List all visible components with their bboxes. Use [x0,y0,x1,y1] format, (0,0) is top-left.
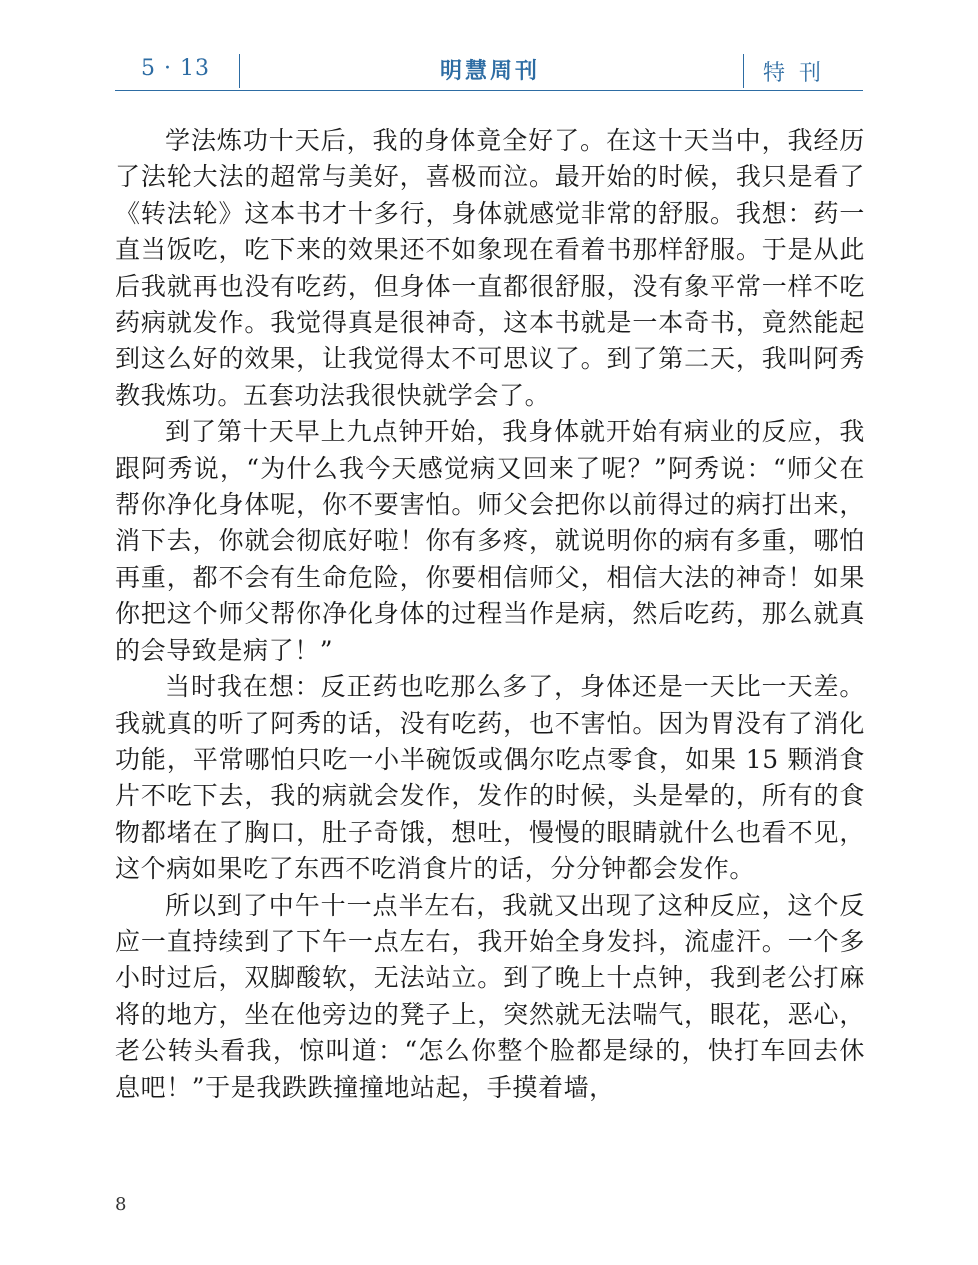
issue-number: 5 · 13 [141,56,210,81]
paragraph: 所以到了中午十一点半左右，我就又出现了这种反应，这个反应一直持续到了下午一点左右，我开始全身发抖，流虚汗。一个多小时过后，双脚酸软，无法站立。到了晚上十点钟，我到老公打麻将的地方，坐在他旁边的凳子上，突然就无法喘气，眼花，恶心，老公转头看我，惊叫道：“怎么你整个脸都是绿的，快打车回去休息吧！”于是我跌跌撞撞地站起，手摸着墙， [115,890,865,1102]
header-divider-left [239,54,240,88]
section-label: 特刊 [763,61,836,86]
paragraph: 学法炼功十天后，我的身体竟全好了。在这十天当中，我经历了法轮大法的超常与美好，喜极而泣。最开始的时候，我只是看了《转法轮》这本书才十多行，身体就感觉非常的舒服。我想：药一直当饭吃，吃下来的效果还不如象现在看着书那样舒服。于是从此后我就再也没有吃药，但身体一直都很舒服，没有象平常一样不吃药病就发作。我觉得真是很神奇，这本书就是一本奇书，竟然能起到这么好的效果，让我觉得太不可思议了。到了第二天，我叫阿秀教我炼功。五套功法我很快就学会了。 [115,126,865,410]
masthead-title: 明慧周刊 [439,59,540,84]
page-number: 8 [115,1194,127,1215]
paragraph: 到了第十天早上九点钟开始，我身体就开始有病业的反应，我跟阿秀说，“为什么我今天感觉病又回来了呢？”阿秀说：“师父在帮你净化身体呢，你不要害怕。师父会把你以前得过的病打出来，消下去，你就会彻底好啦！你有多疼，就说明你的病有多重，哪怕再重，都不会有生命危险，你要相信师父，相信大法的神奇！如果你把这个师父帮你净化身体的过程当作是病，然后吃药，那么就真的会导致是病了！” [115,417,865,665]
header-rule [115,90,863,91]
article-body [115,123,865,1106]
paragraph: 当时我在想：反正药也吃那么多了，身体还是一天比一天差。我就真的听了阿秀的话，没有吃药，也不害怕。因为胃没有了消化功能，平常哪怕只吃一小半碗饭或偶尔吃点零食，如果 15 颗消食片不吃下去，我的病就会发作，发作的时候，头是晕的，所有的食物都堵在了胸口，肚子奇饿，想吐，慢慢的眼睛就什么也看不见，这个病如果吃了东西不吃消食片的话，分分钟都会发作。 [115,672,865,884]
header-divider-right [743,54,744,88]
page-header [115,50,863,92]
